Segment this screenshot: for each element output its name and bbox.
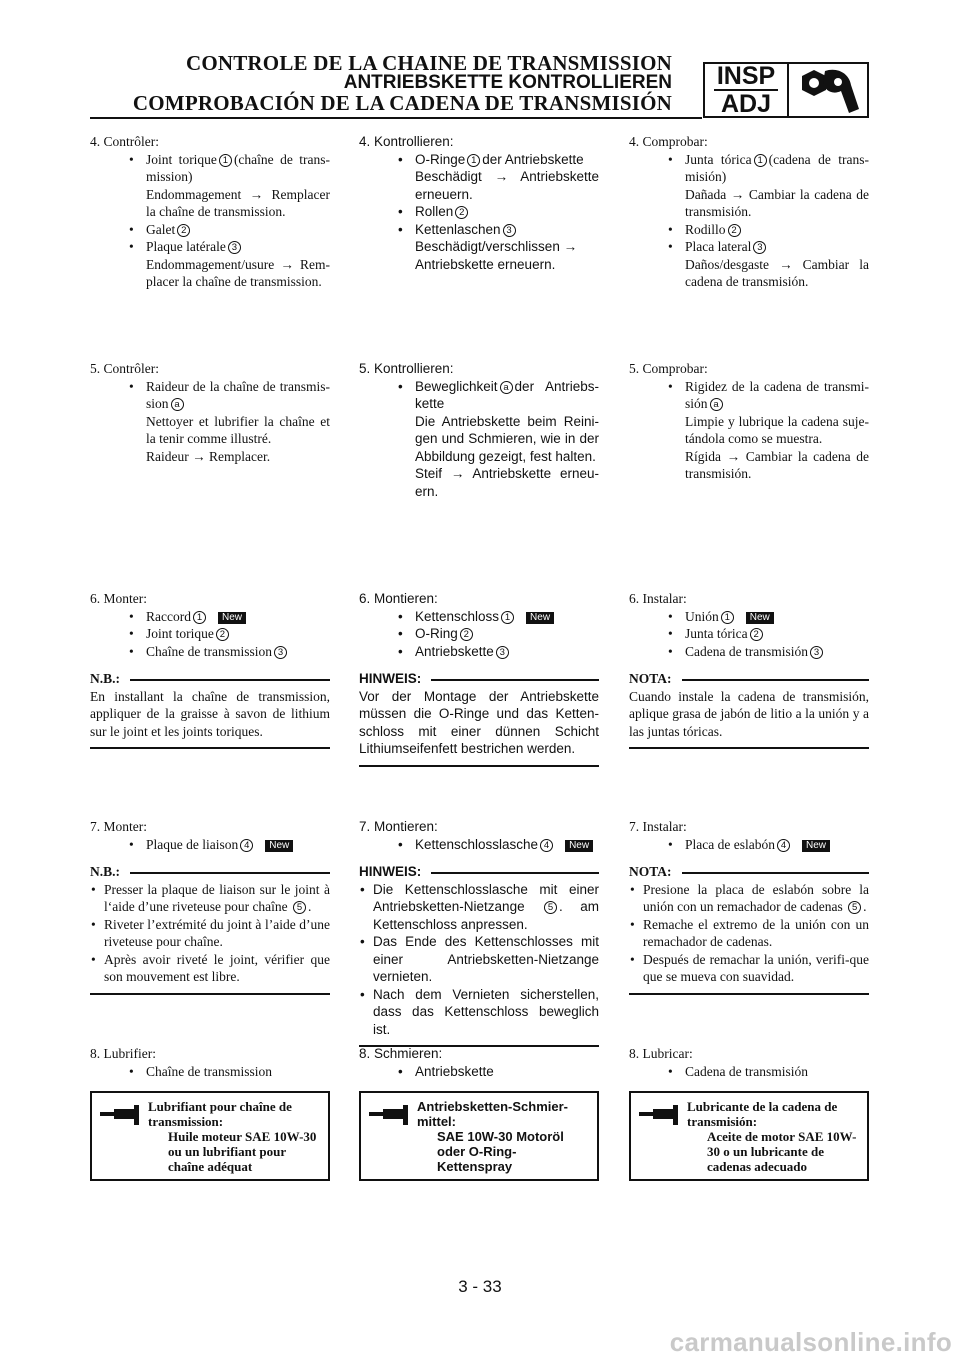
fr-step-6: 6. Monter: • Raccord 1 New • Joint torique 2 • Chaîne de transmission 3 N.B.: En installant la chaîne de transmission, appliquer de la graisse à savon de lithium sur le joint et les joints toriques. (90, 590, 330, 749)
es-step-6: 6. Instalar: • Unión 1 New • Junta tórica 2 • Cadena de transmisión 3 NOTA: Cuando instale la cadena de transmisión, aplique grasa de jabón de litio a la unión y a las juntas tóricas. (629, 590, 869, 749)
note-heading: N.B.: (90, 670, 330, 688)
de-step-6: 6. Montieren: • Kettenschloss 1 New • O-Ring 2 • Antriebskette 3 HINWEIS: Vor der Montage der Antriebskette müssen die O-Ringe und das Ketten-schloss mit einer dünnen Schicht Lithiumseifenfett bestrichen werden. (359, 590, 599, 767)
de-step-5: 5. Kontrollieren: • Beweglichkeit a der Antriebs-kette Die Antriebskette beim Reini-gen und Schmieren, wie in der Abbildung gezeigt, fest halten. Steif → Antriebskette erneu-ern. (359, 360, 599, 500)
insp-adj-badge (703, 62, 869, 118)
wrench-nut-icon (789, 64, 867, 116)
title-fr: CONTROLE DE LA CHAINE DE TRANSMISSION (185, 51, 672, 75)
oil-can-icon (639, 1103, 683, 1127)
header-rule (90, 117, 702, 119)
ref-1: 1 (219, 154, 232, 167)
ref-3: 3 (228, 241, 241, 254)
title-es: COMPROBACIÓN DE LA CADENA DE TRANSMISIÓN (132, 91, 672, 115)
oil-can-icon (369, 1103, 413, 1127)
fr-step-5: 5. Contrôler: • Raideur de la chaîne de transmis-sion a Nettoyer et lubrifier la chaîne et la tenir comme illustré. Raideur → Remplacer. (90, 360, 330, 465)
fr-step-8: 8. Lubrifier: • Chaîne de transmission (90, 1045, 330, 1080)
badge-insp: INSP (716, 62, 776, 90)
ref-2: 2 (177, 224, 190, 237)
new-badge: New (218, 612, 246, 624)
de-step-7: 7. Montieren: • Kettenschlosslasche 4 New HINWEIS: • Die Kettenschlosslasche mit einer Antriebsketten-Nietzange 5 . am Kettenschloss anpressen. • Das Ende des Kettenschlosses mit einer Antriebsketten-Nietzange vernieten. • Nach dem Vernieten sicherstellen, dass das Kettenschloss beweglich ist. (359, 818, 599, 1047)
es-step-7: 7. Instalar: • Placa de eslabón 4 New NOTA: • Presione la placa de eslabón sobre la unión con un remachador de cadenas 5 . • Remache el extremo de la unión con un remachador de cadenas. • Después de remachar la unión, verifi-que que se mueva con suavidad. (629, 818, 869, 995)
page-number: 3 - 33 (458, 1277, 502, 1296)
es-step-5: 5. Comprobar: • Rigidez de la cadena de transmi-sión a Limpie y lubrique la cadena suje-tándola como se muestra. Rígida → Cambiar la cadena de transmisión. (629, 360, 869, 483)
es-step-4: 4. Comprobar: • Junta tórica 1 (cadena de trans-misión) Dañada → Cambiar la cadena de transmisión. • Rodillo 2 • Placa lateral 3 Daños/desgaste → Cambiar la cadena de transmisión. (629, 133, 869, 291)
oil-can-icon (100, 1103, 144, 1127)
title-de: ANTRIEBSKETTE KONTROLLIEREN (343, 72, 672, 93)
de-step-4: 4. Kontrollieren: • O-Ringe 1 der Antriebskette Beschädigt → Antriebskette erneuern. • Rollen 2 • Kettenlaschen 3 Beschädigt/verschlissen → Antriebskette erneuern. (359, 133, 599, 273)
new-badge: New (265, 840, 293, 852)
lubricant-box-de: Antriebsketten-Schmier-mittel: SAE 10W-30 Motoröl oder O-Ring-Kettenspray (359, 1091, 599, 1181)
lubricant-box-es: Lubricante de la cadena de transmisión: Aceite de motor SAE 10W-30 o un lubricante de cadenas adecuado (629, 1091, 869, 1181)
ref-a: a (171, 398, 184, 411)
fr-step-4: 4. Contrôler: • Joint torique 1 (chaîne de trans-mission) Endommagement → Remplacer la chaîne de transmission. • Galet 2 • Plaque latérale 3 Endommagement/usure → Rem-placer la chaîne de transmission. (90, 133, 330, 291)
es-step-8: 8. Lubricar: • Cadena de transmisión (629, 1045, 869, 1080)
note-body: En installant la chaîne de transmission, appliquer de la graisse à savon de lithium sur le joint et les joints toriques. (90, 688, 330, 750)
de-step-8: 8. Schmieren: • Antriebskette (359, 1045, 599, 1080)
badge-adj: ADJ (720, 90, 771, 118)
lubricant-box-fr: Lubrifiant pour chaîne de transmission: Huile moteur SAE 10W-30 ou un lubrifiant pour chaîne adéquat (90, 1091, 330, 1181)
watermark: carmanualsonline.info (669, 1327, 952, 1357)
fr-step-7: 7. Monter: • Plaque de liaison 4 New N.B.: • Presser la plaque de liaison sur le joint à l‘aide d’une riveteuse pour chaîne 5 . • Riveter l’extrémité du joint à l’aide d’une riveteuse pour chaîne. • Après avoir riveté le joint, vérifier que son mouvement est libre. (90, 818, 330, 995)
